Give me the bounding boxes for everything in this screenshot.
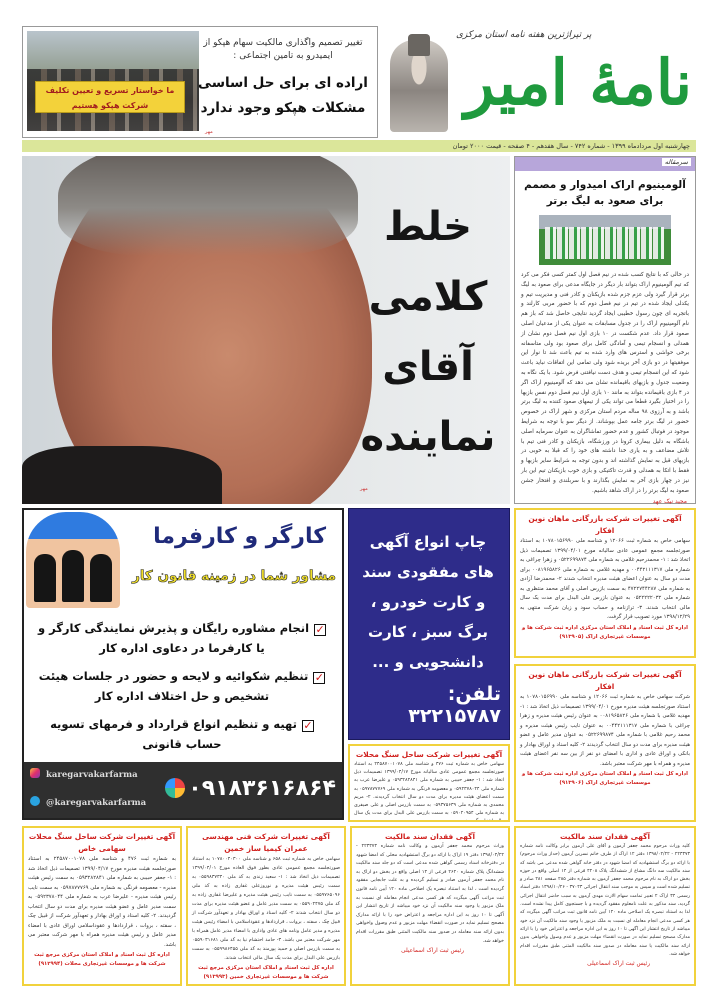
photo-hair (58, 156, 358, 256)
hardhat-workers-icon (26, 512, 120, 608)
notice-kimia-khomein[interactable] (186, 826, 346, 986)
players-figure (545, 227, 665, 259)
notice-body: شرکت سهامی خاص به شماره ثبت ۱۲۰۶۶ و شناسه ملی ۱۰۷۸۰۱۵۶۹۹۰ به استناد صورتجلسه هیئت مدیره مورخ ۱۳۹۹/۰۴/۰۱ تصمیمات ذیل اتخاذ شد : ۱- مهدیه غلامی با شماره ملی ۰۰۸۱۹۶۵۸۲۶ به عنوان رئیس هیئت مدیره و زهرا چراغی با شماره ملی ۰۰۴۴۲۱۱۱۳۱۷ به عنوان نایب رئیس هیئت مدیره و محمد رحیم غلامی با شماره ملی ۰۵۲۲۶۹۹۸۷۴ به عنوان مدیر عامل و عضو هیئت مدیره برای مدت دو سال انتخاب گردیدند ۲- کلیه اسناد و اوراق بهادار و بانکی و اوراق عادی و اداری با امضای دو نفر از بین سه نفر اعضای هیئت مدیره و همراه با مهر شرکت معتبر باشد. (520, 694, 690, 767)
checkbox-checked-icon: ✓ (315, 623, 325, 636)
editorial-column[interactable] (514, 156, 696, 504)
labor-ad-title: کارگر و کارفرما (153, 524, 326, 549)
editorial-title[interactable]: آلومینیوم اراک امیدوار و مصمم برای صعود به لیگ برتر (524, 179, 686, 207)
notice-mahallat-bottom[interactable] (22, 826, 182, 986)
issue-dateline: چهارشنبه اول مردادماه ۱۳۹۹ - شماره ۷۴۲ - سال هفدهم - ۴ صفحه - قیمت ۲۰۰۰ تومان (452, 142, 690, 150)
editorial-label-bar (515, 157, 695, 171)
notice-footer: اداره کل ثبت اسناد و املاک استان مرکزی مرجع ثبت شرکت ها و موسسات غیرتجاری خمین (۹۱۳۹۹۳) (198, 965, 334, 980)
print-ads-promo[interactable] (348, 508, 510, 740)
service-item: ✓تهیه و تنظیم انواع قرارداد و فرمهای تسویه حساب قانونی (50, 717, 313, 751)
labor-ad-contact-bar (24, 762, 342, 818)
print-ad-body: چاپ انواع آگهی های مفقودی سند و کارت خودرو ، برگ سبز ، کارت دانشجویی و ... (362, 533, 494, 671)
notice-footer: اداره کل ثبت اسناد و املاک استان مرکزی اداره ثبت شرکت ها و موسسات غیرتجاری اراک (۹۱۳۹۰۵) (522, 624, 688, 640)
photo-credit: مهر (205, 129, 213, 135)
notice-signature: رئیس ثبت اراک اسماعیلی (401, 948, 464, 955)
labor-ad-phone[interactable]: ۰۹۱۸۳۶۱۶۸۶۴ (165, 776, 336, 801)
checkbox-checked-icon: ✓ (303, 719, 313, 732)
service-item: ✓تنظیم شکوائیه و لایحه و حضور در جلسات هیئت تشخیص و حل اختلاف اداره کار (38, 669, 324, 703)
main-photo-credit: مهر (360, 486, 368, 492)
main-story[interactable] (22, 156, 510, 504)
notice-title: آگهی فقدان سند مالکیت (560, 832, 650, 841)
labor-ad-services (32, 618, 332, 762)
worker-silhouette-icon (34, 554, 56, 602)
notice-title: آگهی تغییرات شرکت بازرگانی ماهان نوین افکار (528, 670, 682, 691)
notice-title: آگهی فقدان سند مالکیت (385, 832, 475, 841)
notice-title: آگهی تغییرات شرکت ساحل سنگ محلات سهامی خاص (28, 832, 176, 853)
notice-title: آگهی تغییرات شرکت ساحل سنگ محلات (355, 750, 503, 759)
notice-lost-deed-2[interactable] (514, 826, 696, 986)
newspaper-logo[interactable] (390, 24, 696, 136)
top-news-headline[interactable]: اراده ای برای حل اساسی مشکلات هپکو وجود ندارد (198, 75, 368, 116)
worker-silhouette-icon (62, 550, 84, 602)
amir-kabir-portrait (390, 40, 448, 132)
labor-ad-subtitle: مشاور شما در زمینه قانون کار (132, 568, 336, 584)
notice-body: کلیه وراث مرحوم محمد جعفر آرمون و آقای علی آرمون برابر وکالت نامه شماره ۲۲۳۳۷۳ - ۱۳۹۸/۰۴/۲۲ دفتر ۱۲ اراک از طرف خانم نسرین آرمون (حداز وراث مرحوم) با ارائه دو برگ استشهادیه که امضا شهود در دفتر خانه گواهی شده مدعی می باشد که سند مالکیت سه دانگ مشاع از ششدانگ پلاک ۴۲۰۸ فرعی از ۱۴ اصلی واقع در حوزه بخش دو اراک به نام مرحوم محمد جعفر آرمون به شماره دفتر ۲۸۵ صفحه ۲۸۱ صادر و تسلیم شده است و سپس به موجب سند انتقال اجرائی ۳۷۰۴۳ - ۱۳۹۸/۱۰/۲۶ دفتر اسناد رسمی ۳۴ اراک ۲ تعبیر تمامت سهام الارث مهدی آرمون به سبب حاضر انتقال اجرائی گردید، سند مذکور به علت نامعلوم مفقود گردیده و با جستجوی کامل پیدا نشده است. لذا به استناد تبصره یک اصلاحی ماده ۱۲۰ آیین نامه قانون ثبت مراتب آگهی میگردد که هر کسی مدعی انجام معامله ای نسبت به ملک مزبور یا وجود سند مالکیت آن نزد خود میباشد از تاریخ انتشار این آگهی تا ۱۰ روز به این اداره مراجعه و اعتراض خود را با ارائه مدارک مصحح تسلیم نماید در صورت انقضاء مهلت مزبور و عدم وصول واخواهی بدون ارائه سند مالکیت یا سند معامله در صدور سند مالکیت المثنی طبق مقررات اقدام خواهد شد. (520, 844, 690, 957)
instagram-handle[interactable]: karegarvakarfarma (30, 768, 138, 780)
notice-footer: اداره کل ثبت اسناد و املاک استان مرکزی مرجع ثبت شرکت ها و موسسات غیرتجاری محلات (۹۱۲۹۹۴) (34, 952, 170, 967)
editorial-author: مجید نیک عهد (652, 498, 687, 506)
dateline-bar (22, 140, 696, 152)
notice-body: وراث مرحوم محمد جعفر آرمون و وکالت نامه شماره ۲۲۳۳۷۳ - ۱۳۹۸/۰۴/۲۲ دفتر ۱۹ اراک با ارائه دو برگ استشهادیه محلی که امضا شهود در دفترخانه اسناد رسمی گواهی شده مدعی است که دو جلد سند مالکیت ششدانگ پلاک شماره ۲۶۲۰ فرعی از ۱۴ اصلی واقع در بخش دو اراک به نام محمد جعفر آرمون صادر و تسلیم گردیده و به علت جابجایی مفقود گردیده است ، لذا به استناد تبصره یک اصلاحی ماده ۱۲۰ آیین نامه قانون ثبت مراتب آگهی میگردد که هر کسی مدعی انجام معامله ای نسبت به ملک مزبور یا وجود سند مالکیت آن نزد خود میباشد از تاریخ انتشار این آگهی تا ۱۰ روز به این اداره مراجعه و اعتراض خود را با ارائه مدارک مصحح تسلیم نماید در صورت انقضاء مهلت مزبور و عدم وصول واخواهی بدون ارائه سند معامله در صدور سند مالکیت المثنی طبق مقررات اقدام خواهد شد. (356, 844, 505, 944)
telegram-handle[interactable]: @karegarvakarfarma (30, 796, 146, 808)
top-news-kicker: تغییر تصمیم واگذاری مالکیت سهام هپکو از ایمیدرو به تامین اجتماعی : (203, 38, 363, 61)
main-headline[interactable]: خلط کلامی آقای نماینده (360, 204, 496, 460)
notice-mahan-2[interactable] (514, 664, 696, 822)
notice-mahallat-center[interactable] (348, 744, 510, 822)
notice-body: سهامی خاص به شماره ثبت ۴۷۶ و شناسه ملی ۲۴۵۸۷۰۰۱۰۷۸ به استناد صورتجلسه مجمع عمومی عادی سالیانه مورخ ۱۳۹۹/۰۴/۱۷ تصمیمات ذیل اتخاذ شد : ۱- جعفر حبیبی به شماره ملی ۰۵۹۳۲۸۲۸۴۱ و علیرضا عرب به شماره ملی ۰۵۹۲۳۷۸۰۴۴ و معصومه فرنگی به شماره ملی ۰۵۹۷۸۷۷۷۶۹ به سمت اعضای هیئت مدیره برای مدت دو سال انتخاب گردیدند. ۲- مریم محمدی به شماره ملی ۰۵۹۳۷۵۶۳۹ به سمت بازرس اصلی و علی صیفری به شماره ملی ۰۵۹۰۲۰۹۵۴ به سمت بازرس علی البدل برای مدت یک سال مالی انتخاب گردیدند. (354, 762, 505, 822)
logo-tagline: پر تیراژترین هفته نامه استان مرکزی (456, 30, 592, 40)
print-ad-phone[interactable]: تلفن: ۳۲۲۱۵۷۸۷ (408, 683, 501, 727)
top-news-box[interactable] (22, 26, 378, 138)
phone-icon (165, 778, 185, 798)
notice-body: سهامی خاص به شماره ثبت ۶۵۸ و شناسه ملی ۱۰۷۸۰۰۴۰۳۰۰ به استناد صورتجلسه مجمع عمومی عادی بطور فوق العاده مورخ ۱۳۹۹/۰۴/۰۱ تصمیمات ذیل اتخاذ شد : ۱- سعید زندی به کد ملی ۰۵۵۹۸۳۷۳۴۰ به سمت رئیس هیئت مدیره و نوروزعلی غفاری زاده به کد ملی ۰۵۵۹۷۶۵۰۹۶ به سمت نایب رئیس هیئت مدیره و علیرضا غفاری زاده به کد ملی ۰۵۵۹۰۲۴۷۵ به سمت مدیر عامل و عضو هیئت مدیره برای مدت دو سال انتخاب شدند ۲- کلیه اسناد و اوراق بهادار و تعهدآور شرکت از قبیل چک ، سفته ، بروات ، قراردادها و عقوداسلامی با امضاء رئیس هیئت مدیره و مدیر عامل ونامه های عادی واداری با امضاء مدیر عامل همراه با مهر شرکت معتبر می باشد. ۳- حامد احتشام نیا به کد ملی ۰۵۵۹۰۳۱۶۸۱ به سمت بازرس اصلی و حمید پورمند به کد ملی ۰۵۵۹۹۸۶۴۵۵ به سمت بازرس علی البدل برای مدت یک سال مالی انتخاب شدند. (192, 856, 341, 961)
notice-footer: اداره کل ثبت اسناد و املاک استان مرکزی اداره ثبت شرکت ها و موسسات غیرتجاری اراک (۹۱۳۹۰۶) (522, 771, 688, 786)
telegram-icon (30, 796, 40, 806)
notice-lost-deed-1[interactable] (350, 826, 510, 986)
portrait-hat (408, 34, 430, 56)
protest-banner: ما خواستار تسریع و تعیین تکلیف شرکت هپکو هستیم (35, 81, 185, 113)
notice-title: آگهی تغییرات شرکت بازرگانی ماهان نوین افکار (528, 514, 682, 535)
checkbox-checked-icon: ✓ (314, 671, 324, 684)
editorial-body: در حالی که با نتایج کسب شده در نیم فصل اول کمتر کسی فکر می کرد که تیم آلومینیوم اراک بتواند بار دیگر در جایگاه مدعی برای صعود به لیگ برتر قرار گیرد ولی عزم جزم شده بازیکنان و کادر فنی و مدیریت تیم و یکدلی ایجاد شده در تیم در نیم فصل دوم که با حضور مربی کارلند و باتجربه ای چون رسول خطیبی ایجاد گردید نتایجی حاصل شد که باز هم نام آلومینیوم اراک را در جدول مسابقات به عنوان یکی از مدعیان اصلی صعود قرار داد. عدم شکست در ۱۰ بازی اول نیم فصل دوم نشان از همدلی و انسجام تیمی و آمادگی کامل برای صعود بود ولی متاسفانه برخی حواشی و استرس های وارد شده به تیم باعث شد تا نوار این موفقیتها در دو بازی آخر بریده شود ولی تمامی این اتفاقات نباید باعث شود که این انسجام تیمی و هدف دست نیافتنی فرض شود. با یک نگاه به وضعیت جدول و بازیهای باقیمانده نشان می دهد که آلومینیوم اراک اگر در ۴ بازی باقیمانده بتواند به مانند ۱۰ بازی اول نیم فصل دوم نفس بازیها را در اختیار بگیرد قطعا می تواند یکی از تیمهای صعود کننده به لیگ برتر باشد و به آرزوی ۹۸ ساله مردم استان مرکزی و شهر اراک در خصوص حضور در لیگ برتر جامه عمل بپوشاند. از دیگر سو با توجه به شرایط موجود در فوتبال کشور و عدم حضور تماشاگران به عنوان سرمایه اصلی باشگاه به دلیل بیماری کرونا در ورزشگاه، بازیکنان و کادر فنی تیم با تلاش مضاعف و به یاری خدا داشته های خود را که قبلا به خوبی در بازیهای قبل به نمایش گذاشته اند و بدون توجه به شرایط سایر بازیها و فقط با اتکا به همدلی و قدرت تاکتیکی و بازی خوب بازیکنان تیم این بار نیز در چهار بازی آخر به نمایش بگذارند و با سربلندی و افتخار جشن صعود به لیگ برتر را در اراک شاهد باشیم. (521, 272, 690, 494)
instagram-icon (30, 768, 40, 778)
notice-mahan-1[interactable] (514, 508, 696, 658)
labor-law-ad[interactable] (22, 508, 344, 820)
notice-body: سهامی خاص به شماره ثبت ۱۲۰۶۶ و شناسه ملی ۱۰۷۸۰۱۵۶۹۹۰ به استناد صورتجلسه مجمع عمومی عادی سالیانه مورخ ۱۳۹۹/۰۴/۰۱ تصمیمات ذیل اتخاذ شد : ۱- محمدرحیم غلامی به شماره ملی ۰۵۲۲۶۹۹۸۷۴ و زهرا چراغی به شماره ملی ۰۰۴۴۲۱۱۱۳۱۷ و مهدیه غلامی به شماره ملی ۰۰۸۱۹۶۵۸۲۶ برای مدت دو سال به عنوان اعضای هیئت مدیره انتخاب شدند ۲- محمدرضا آزادی به شماره ملی ۴۷۲۲۷۴۴۲۸۷ به سمت بازرس اصلی و آقای محمد منتظری به شماره ملی ۰۵۲۲۲۲۲۰۳۲ به عنوان بازرس علی البدل برای مدت یک سال مالی انتخاب شدند. ۳- ترازنامه و حساب سود و زیان شرکت منتهی به ۱۳۹۸/۱۲/۲۹ مورد تصویب قرار گرفت. (520, 538, 690, 620)
editorial-label: سرمقاله (662, 158, 691, 166)
protest-photo (27, 31, 199, 131)
worker-silhouette-icon (90, 554, 112, 602)
newspaper-name: نامهٔ امیر (464, 46, 692, 119)
notice-signature: رئیس ثبت اراک اسماعیلی (587, 961, 650, 968)
photo-suit (22, 446, 222, 504)
team-photo (539, 215, 671, 265)
service-item: ✓انجام مشاوره رایگان و پذیرش نمایندگی کارگر و یا کارفرما در دعاوی اداره کار (37, 621, 325, 655)
notice-title: آگهی تغییرات شرکت فنی مهندسی عمران کیمیا ساز خمین (202, 832, 330, 853)
notice-body: به شماره ثبت ۴۷۶ و شناسه ملی ۲۴۵۸۷۰۰۱۰۷۸ به استناد صورتجلسه هیئت مدیره مورخ ۱۳۹۹/۰۴/۱۷ تصمیمات ذیل اتخاذ شد : ۱- جعفر حبیبی به شماره ملی ۰۵۹۳۲۸۲۸۴۱ به سمت رئیس هیئت مدیره - معصومه فرنگی به شماره ملی ۰۵۹۷۸۷۷۷۶۹ به سمت نایب رئیس هیئت مدیره - علیرضا عرب به شماره ملی ۰۵۹۲۳۷۸۰۴۴ به سمت مدیر عامل و عضو هیئت مدیره برای مدت دو سال انتخاب گردیدند. ۲- کلیه اسناد و اوراق بهادار و تعهدآور شرکت از قبیل چک ، سفته ، بروات ، قراردادها و عقوداسلامی اوراق عادی با امضاء مدیر عامل و رئیس هیئت مدیره همراه با مهر شرکت معتبر می باشد. (28, 856, 177, 948)
